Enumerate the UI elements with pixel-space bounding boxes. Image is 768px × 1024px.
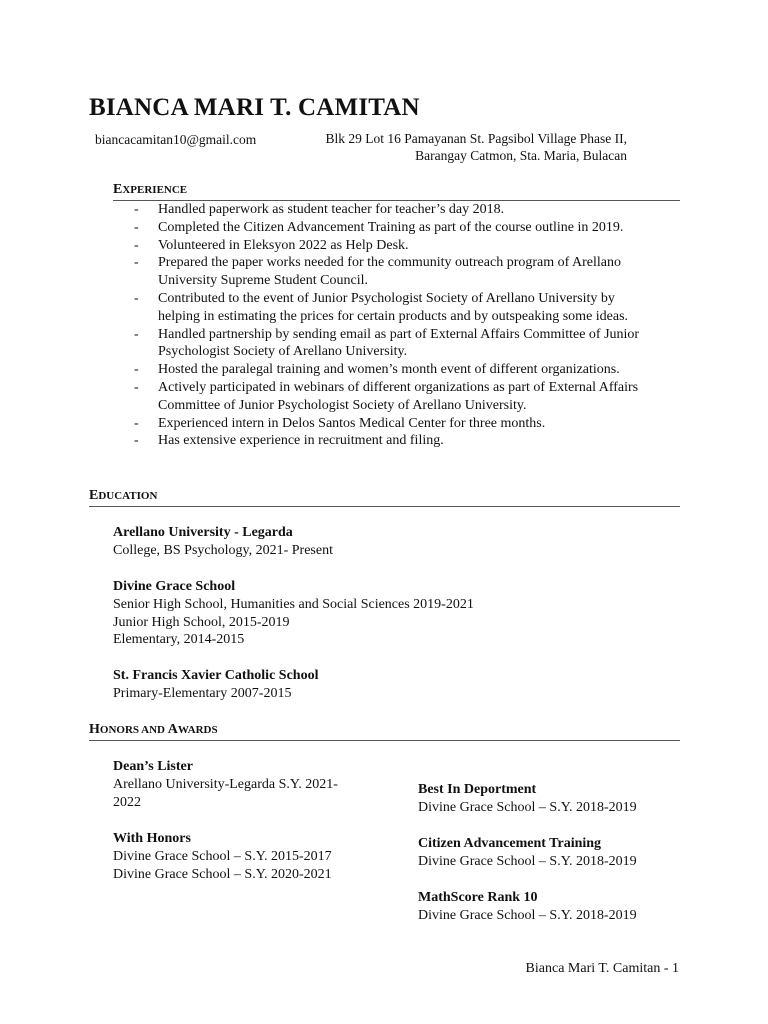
experience-item: - Completed the Citizen Advancement Training as part of the course outline in 2019. — [134, 219, 624, 235]
home-address — [300, 130, 627, 164]
experience-item: - Experienced intern in Delos Santos Medical Center for three months. — [134, 415, 546, 431]
experience-item: - Prepared the paper works needed for the community outreach program of Arellano University Supreme Student Council. — [134, 255, 621, 289]
school-name: Divine Grace School — [113, 579, 236, 594]
award-detail: Divine Grace School – S.Y. 2018-2019 — [418, 799, 637, 815]
page-footer: Bianca Mari T. Camitan - 1 — [525, 961, 679, 976]
award-detail: Divine Grace School – S.Y. 2018-2019 — [418, 907, 637, 923]
experience-item: - Handled paperwork as student teacher for teacher’s day 2018. — [134, 202, 505, 217]
education-entry — [113, 524, 333, 560]
education-entry — [113, 667, 318, 703]
education-heading: EDUCATION — [89, 487, 680, 507]
school-detail: Elementary, 2014-2015 — [113, 632, 245, 648]
award-entry — [418, 781, 637, 817]
experience-heading: EXPERIENCE — [113, 181, 680, 201]
award-entry — [113, 830, 332, 883]
award-title: Citizen Advancement Training — [418, 836, 602, 851]
experience-item: - Has extensive experience in recruitment and filing. — [134, 433, 444, 449]
award-title: With Honors — [113, 831, 191, 846]
award-entry — [418, 835, 637, 871]
education-entry — [113, 578, 474, 649]
award-detail: Arellano University-Legarda S.Y. 2021- — [113, 776, 338, 792]
honors-heading: HONORS AND AWARDS — [89, 721, 680, 741]
experience-item: - Volunteered in Eleksyon 2022 as Help Desk. — [134, 237, 409, 253]
award-entry — [418, 889, 637, 925]
experience-list — [113, 201, 680, 450]
experience-item: - Actively participated in webinars of different organizations as part of External Affairs Committee of Junior Psychologist Society of Arellano University. — [134, 379, 639, 413]
school-detail: Senior High School, Humanities and Social Sciences 2019-2021 — [113, 596, 474, 612]
award-title: Dean’s Lister — [113, 759, 193, 774]
school-detail: Junior High School, 2015-2019 — [113, 614, 290, 630]
email-address: biancacamitan10@gmail.com — [95, 132, 257, 147]
award-detail: 2022 — [113, 794, 141, 810]
address-line-2: Barangay Catmon, Sta. Maria, Bulacan — [415, 148, 627, 163]
school-detail: College, BS Psychology, 2021- Present — [113, 542, 333, 558]
award-entry — [113, 758, 338, 811]
award-detail: Divine Grace School – S.Y. 2020-2021 — [113, 866, 332, 882]
award-detail: Divine Grace School – S.Y. 2015-2017 — [113, 848, 332, 864]
candidate-name: BIANCA MARI T. CAMITAN — [89, 94, 420, 121]
award-title: Best In Deportment — [418, 782, 537, 797]
address-line-1: Blk 29 Lot 16 Pamayanan St. Pagsibol Village Phase II, — [325, 131, 627, 146]
experience-item: - Hosted the paralegal training and women’s month event of different organizations. — [134, 362, 620, 378]
experience-item: - Handled partnership by sending email as part of External Affairs Committee of Junior Psychologist Society of Arellano University. — [134, 326, 640, 360]
school-name: St. Francis Xavier Catholic School — [113, 668, 319, 683]
award-detail: Divine Grace School – S.Y. 2018-2019 — [418, 853, 637, 869]
experience-item: - Contributed to the event of Junior Psychologist Society of Arellano University by helping in estimating the prices for certain products and by outspeaking some ideas. — [134, 290, 629, 324]
award-title: MathScore Rank 10 — [418, 890, 538, 905]
school-detail: Primary-Elementary 2007-2015 — [113, 685, 292, 701]
school-name: Arellano University - Legarda — [113, 525, 293, 540]
